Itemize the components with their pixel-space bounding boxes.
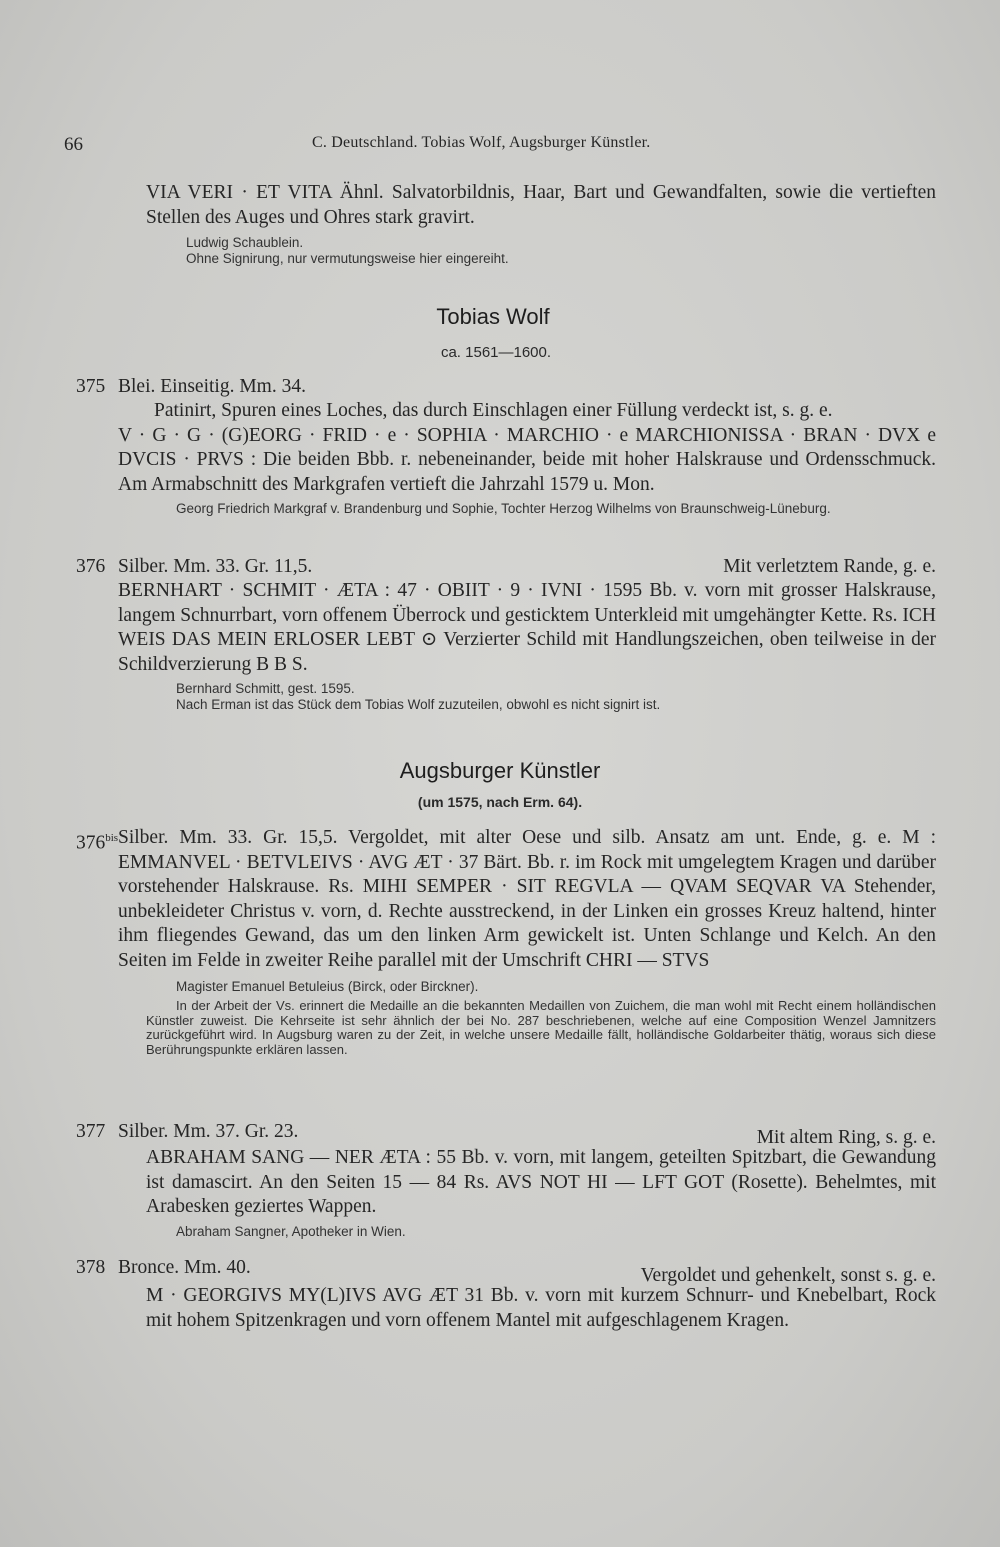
- entry-378-material: Bronce. Mm. 40.: [118, 1257, 251, 1278]
- entry-375-inscription: V · G · G · (G)EORG · FRID · e · SOPHIA · MARCHIO · e MARCHIONISSA · BRAN · DVX e DVCIS · PRVS : Die beiden Bbb. r. nebeneinander, beide mit hoher Halskrause und Ordensschmuck. Am Armabschnitt des Markgrafen vertieft die Jahrzahl 1579 u. Mon.: [118, 424, 936, 495]
- intro-note-1: Ludwig Schaublein.: [186, 235, 304, 250]
- page-number: 66: [64, 134, 83, 155]
- entry-377-body: [118, 1146, 936, 1240]
- entry-376bis-number: [76, 826, 119, 856]
- entry-376bis-note-1: Magister Emanuel Betuleius (Birck, oder Birckner).: [176, 979, 479, 994]
- intro-note-2: Ohne Signirung, nur vermutungsweise hier eingereiht.: [186, 251, 509, 266]
- section-title-augsburger: Augsburger Künstler: [399, 758, 601, 783]
- entry-377-note: Abraham Sangner, Apotheker in Wien.: [176, 1223, 406, 1239]
- entry-378-body: [118, 1284, 936, 1333]
- entry-377-condition: Mit altem Ring, s. g. e.: [756, 1127, 936, 1148]
- section-subtitle-tobias-wolf: ca. 1561—1600.: [440, 344, 552, 361]
- entry-378-condition: Vergoldet und gehenkelt, sonst s. g. e.: [640, 1265, 936, 1286]
- entry-375-note: Georg Friedrich Markgraf v. Brandenburg und Sophie, Tochter Herzog Wilhelms von Braunschweig-Lüneburg.: [176, 501, 831, 516]
- entry-378-head: [76, 1256, 936, 1286]
- entry-377-head: [76, 1120, 936, 1148]
- entry-number: 376: [76, 832, 106, 854]
- entry-378-description: M · GEORGIVS MY(L)IVS AVG ÆT 31 Bb. v. vorn mit kurzem Schnurr- und Knebelbart, Rock mit hohem Spitzenkragen und vorn offenem Mantel mit aufgeschlagenem Kragen.: [146, 1285, 936, 1331]
- entry-number: 377: [76, 1121, 106, 1142]
- running-title: C. Deutschland. Tobias Wolf, Augsburger Künstler.: [312, 134, 651, 151]
- entry-375-body: [118, 399, 936, 517]
- entry-376-condition: Mit verletztem Rande, g. e.: [723, 556, 936, 577]
- entry-376-head: [76, 555, 936, 579]
- entry-376bis-description: Silber. Mm. 33. Gr. 15,5. Vergoldet, mit alter Oese und silb. Ansatz am unt. Ende, g. e. M : EMMANVEL · BETVLEIVS · AVG ÆT · 37 Bärt. Bb. r. im Rock mit umgelegtem Kragen und darüber vorstehender Halskrause. Rs. MIHI SEMPER · SIT REGVLA — QVAM SEQVAR VA Stehender, unbekleideter Christus v. vorn, d. Rechte ausstreckend, in der Linken ein grosses Kreuz haltend, hinter ihm fliegendes Gewand, das um den linken Arm gewickelt ist. Unten Schlange und Kelch. An den Seiten im Felde in zweiter Reihe parallel mit der Umschrift CHRI — STVS: [118, 827, 936, 971]
- entry-376bis-note-2: In der Arbeit der Vs. erinnert die Medaille an die bekannten Medaillen von Zuichem, die man wohl mit Recht einem holländischen Künstler zuweist. Die Kehrseite ist sehr ähnlich der bei No. 287 beschriebenen, welche auf eine Composition Wenzel Jamnitzers zurückgeführt wird. In Augsburg waren zu der Zeit, in welche unsere Medaille fällt, holländische Goldarbeiter thätig, woraus sich diese Berührungspunkte erklären lassen.: [146, 998, 936, 1057]
- section-title-tobias-wolf: Tobias Wolf: [436, 304, 550, 329]
- entry-375-material: Blei. Einseitig. Mm. 34.: [118, 376, 306, 397]
- entry-377-material: Silber. Mm. 37. Gr. 23.: [118, 1121, 299, 1142]
- entry-376-description: BERNHART · SCHMIT · ÆTA : 47 · OBIIT · 9 · IVNI · 1595 Bb. v. vorn mit grosser Halskrause, langem Schnurrbart, vorn offenem Überrock und gesticktem Unterkleid mit umgehängter Kette. Rs. ICH WEIS DAS MEIN ERLOSER LEBT ⊙ Verzierter Schild mit Handlungszeichen, oben teilweise in der Schildverzierung B B S.: [118, 580, 936, 675]
- entry-number: 378: [76, 1257, 106, 1278]
- entry-376-body: [118, 579, 936, 713]
- entry-376bis-body: [118, 826, 936, 1057]
- entry-number: 375: [76, 376, 106, 397]
- entry-number-suffix: bis: [105, 832, 119, 844]
- intro-block: [146, 181, 936, 267]
- entry-375-head: [76, 375, 936, 399]
- intro-text: VIA VERI · ET VITA Ähnl. Salvatorbildnis, Haar, Bart und Gewandfalten, sowie die vertieften Stellen des Auges und Ohres stark gravirt.: [146, 182, 936, 228]
- entry-376-note-1: Bernhard Schmitt, gest. 1595.: [176, 681, 355, 696]
- section-subtitle-augsburger: (um 1575, nach Erm. 64).: [417, 794, 583, 810]
- entry-number: 376: [76, 556, 106, 577]
- entry-376-material: Silber. Mm. 33. Gr. 11,5.: [118, 556, 313, 577]
- entry-377-description: ABRAHAM SANG — NER ÆTA : 55 Bb. v. vorn, mit langem, geteilten Spitzbart, die Gewandung ist damascirt. An den Seiten 15 — 84 Rs. AVS NOT HI — LFT GOT (Rosette). Behelmtes, mit Arabesken geziertes Wappen.: [146, 1147, 936, 1217]
- entry-376-note-2: Nach Erman ist das Stück dem Tobias Wolf zuzuteilen, obwohl es nicht signirt ist.: [176, 697, 661, 712]
- entry-375-description: Patinirt, Spuren eines Loches, das durch Einschlagen einer Füllung verdeckt ist, s. g. e.: [154, 400, 833, 421]
